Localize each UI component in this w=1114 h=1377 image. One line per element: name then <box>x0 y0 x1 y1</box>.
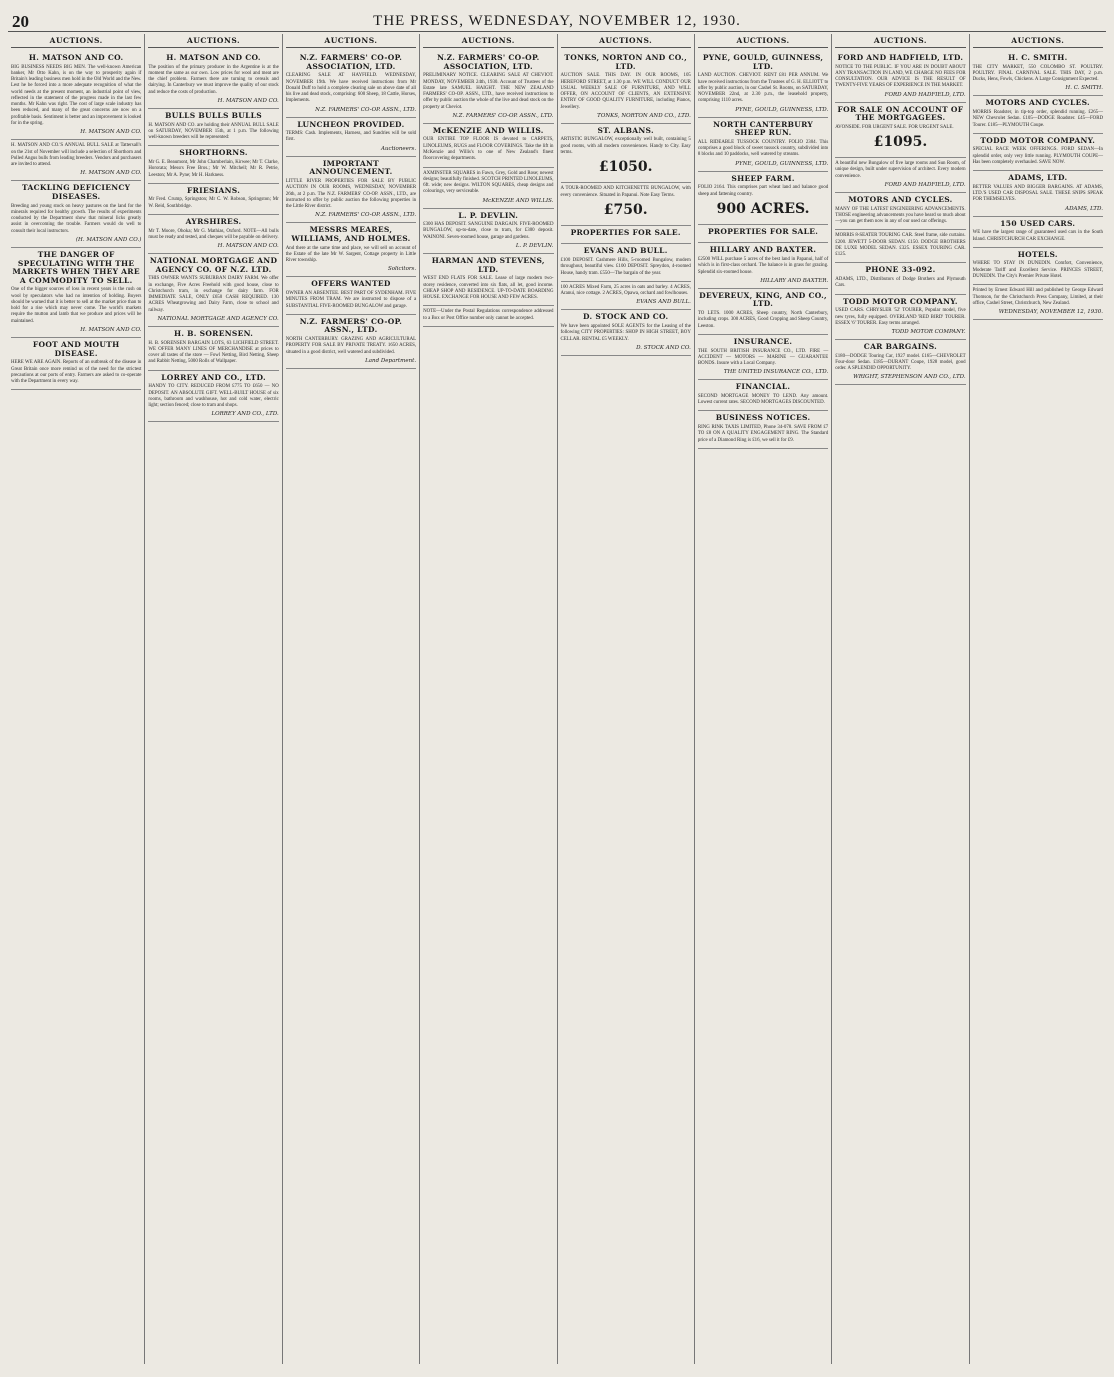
ad-body: WE have the largest range of guaranteed used cars in the South Island. CHRISTCHURCH CAR EXCHANGE. <box>972 230 1103 242</box>
ad-signature: TODD MOTOR COMPANY. <box>891 329 966 336</box>
advertisement <box>973 51 1103 96</box>
ad-body: Breeding and young stock on heavy pastures on the land for the minerals required for healthy growth. The results of experiments conducted by the Department show that mineral licks greatly assist in overcoming the trouble. Farmers would do well to consult their local instructors. <box>11 203 142 234</box>
ad-heading: OFFERS WANTED <box>311 279 391 289</box>
advertisement <box>11 338 141 390</box>
ad-signature: H. MATSON AND CO. <box>80 327 142 334</box>
ad-heading: FOR SALE ON ACCOUNT OF THE MORTGAGEES. <box>837 104 964 123</box>
ad-body: ARTISTIC BUNGALOW, exceptionally well built, containing 5 good rooms, with all modern conveniences. Handy to City. Easy terms. <box>560 137 691 155</box>
advertisement <box>835 340 965 385</box>
ad-body: Mr T. Moore, Ohoka; Mr G. Mathias, Oxford. NOTE—All bulls must be ready and tested, and cheques will be payable on delivery. <box>148 228 279 240</box>
ad-heading: PROPERTIES FOR SALE. <box>570 227 681 237</box>
column-5 <box>558 34 695 1364</box>
ad-body: £300 HAS DEPOSIT. SANGUINE DARGAIN. FIVE-ROOMED BUNGALOW, up-to-date, close to tram, for £300 deposit. WAINONI. Seven-roomed house, garage and gardens. <box>423 222 554 240</box>
ad-heading: NATIONAL MORTGAGE AND AGENCY CO. OF N.Z. LTD. <box>149 256 278 274</box>
ad-heading: MOTORS AND CYCLES. <box>848 195 953 204</box>
ad-heading: H. C. SMITH. <box>1008 53 1068 62</box>
ad-heading: INSURANCE. <box>733 336 793 346</box>
ad-heading: TODD MOTOR COMPANY. <box>980 135 1096 145</box>
advertisement <box>423 209 553 254</box>
ad-body: USED CARS. CHRYSLER '52' TOURER, Popular model, five new tyres, fully equipped. OVERLAND 'RED BIRD' TOURER. ESSEX '6' TOURER. Easy terms arranged. <box>835 308 966 326</box>
ad-heading: LUNCHEON PROVIDED. <box>297 119 405 129</box>
advertisement <box>148 184 278 215</box>
ad-body: AVONSIDE. FOR URGENT SALE. FOR URGENT SALE. <box>835 124 954 130</box>
ad-heading: SHORTHORNS. <box>179 148 248 158</box>
ad-signature: LORREY AND CO., LTD. <box>211 411 279 418</box>
ad-heading: HILLARY AND BAXTER. <box>709 245 817 255</box>
ad-heading: TACKLING DEFICIENCY DISEASES. <box>22 183 131 201</box>
ad-signature: D. STOCK AND CO. <box>636 344 691 351</box>
advertisement <box>698 172 828 225</box>
advertisement <box>835 158 965 193</box>
column-heading: AUCTIONS. <box>148 34 278 48</box>
column-heading: AUCTIONS. <box>286 34 416 48</box>
ad-signature: Auctioneers. <box>380 145 417 152</box>
ad-heading: ST. ALBANS. <box>597 125 654 135</box>
masthead <box>8 10 1106 32</box>
ad-heading: SHEEP FARM. <box>731 173 795 183</box>
advertisement <box>835 51 965 103</box>
ad-body: The position of the primary producer in the Argentine is at the moment the same as our own. Low prices for wool and meat are the chief problem. Farmers there are turning to cereals and dairying. In Canterbury we must improve the quality of our stock and reduce the costs of production. <box>148 64 279 95</box>
ad-heading: FOOT AND MOUTH DISEASE. <box>32 340 120 358</box>
ad-body: A beautiful new Bungalow of five large rooms and Sun Room, of unique design, built under supervision of architect. Every modern convenience. <box>835 161 966 179</box>
advertisement <box>148 327 278 371</box>
ad-signature: (H. MATSON AND CO.) <box>75 236 142 243</box>
advertisement <box>286 118 416 157</box>
ad-body: ADAMS, LTD., Distributors of Dodge Brothers and Plymouth Cars. <box>835 277 966 289</box>
ad-body: PRELIMINARY NOTICE. CLEARING SALE AT CHEVIOT. MONDAY, NOVEMBER 24th, 1930. Account of Trustees of the Estate late SAMUEL HAIGHT. THE NEW ZEALAND FARMERS' CO-OP. ASSN., LTD., have received instructions to offer by public auction the whole of the live and dead stock on the property at Cheviot. <box>423 73 554 110</box>
ad-signature: L. P. DEVLIN. <box>515 243 554 250</box>
ad-body: We have been appointed SOLE AGENTS for the Leasing of the following CITY PROPERTIES: SHOP IN HIGH STREET, BOY CELLAR. RENTAL £5 WEEKLY. <box>560 324 691 342</box>
ad-body: MANY OF THE LATEST ENGINEERING ADVANCEMENTS. THOSE engineering advancements you have heard so much about—you can get them now in any of our used car offerings. <box>835 206 966 225</box>
ad-body: AUCTION SALE. THIS DAY. IN OUR ROOMS, 105 HEREFORD STREET, at 1.30 p.m. WE WILL CONDUCT OUR USUAL WEEKLY SALE OF FURNITURE, AND WILL OFFER, ON ACCOUNT OF CLIENTS, AN EXTENSIVE ENTRY OF GOOD QUALITY FURNITURE, including Pianos, Jewellery. <box>560 73 691 110</box>
ad-price: £1095. <box>873 134 928 151</box>
ad-signature: N.Z. FARMERS' CO-OP. ASSN., LTD. <box>452 112 554 119</box>
ad-signature: N.Z. FARMERS' CO-OP. ASSN., LTD. <box>315 106 417 113</box>
ad-body: THE CITY MARKET, 550 COLOMBO ST. POULTRY. POULTRY. FINAL CARNIVAL SALE. THIS DAY, 2 p.m. Ducks, Hens, Fowls, Chickens. A Large Consignment Expected. <box>972 64 1103 83</box>
column-heading: AUCTIONS. <box>973 34 1103 48</box>
advertisement <box>423 254 553 306</box>
advertisement <box>973 217 1103 248</box>
advertisement <box>561 183 691 226</box>
ad-body: £2500 WILL purchase 5 acres of the best land in Papanui, half of which is in first-class orchard. The balance is in grass for grazing. Splendid six-roomed house. <box>697 257 829 275</box>
ad-signature: THE UNITED INSURANCE CO., LTD. <box>723 369 829 376</box>
advertisement <box>698 225 828 244</box>
ad-heading: EVANS AND BULL. <box>583 246 668 256</box>
column-heading: AUCTIONS. <box>698 34 828 48</box>
ad-heading: H. MATSON AND CO. <box>28 53 124 62</box>
advertisement <box>423 51 553 124</box>
ad-heading: PYNE, GOULD, GUINNESS, LTD. <box>702 53 824 71</box>
advertisement <box>423 168 553 209</box>
ad-heading: AYRSHIRES. <box>185 216 242 226</box>
ad-signature: ADAMS, LTD. <box>1065 205 1103 212</box>
ad-signature: McKENZIE AND WILLIS. <box>482 197 554 204</box>
ad-body: MORRIS Roadster, in tip-top order, splendid running. £265—NEW Chevrolet Sedan. £105—DODGE Roadster. £45—FORD Tourer. £185—PLYMOUTH Coupe. <box>972 110 1103 128</box>
advertisement <box>11 181 141 248</box>
ad-heading: THE DANGER OF SPECULATING WITH THE MARKETS WHEN THEY ARE A COMMODITY TO SELL. <box>12 249 140 285</box>
ad-signature: NATIONAL MORTGAGE AND AGENCY CO. <box>157 315 279 322</box>
advertisement <box>561 51 691 124</box>
advertisement <box>561 244 691 281</box>
ad-body: OWNER AN ABSENTEE. BEST PART OF SYDENHAM. FIVE MINUTES FROM TRAM. We are instructed to dispose of a SUBSTANTIAL FIVE-ROOMED BUNGALOW and garage. <box>285 290 417 309</box>
ad-heading: H. MATSON AND CO. <box>166 53 261 62</box>
ad-body: A TOUR-ROOMED AND KITCHENETTE BUNGALOW, with every convenience. Situated in Papanui. Note Easy Terms. <box>560 186 691 198</box>
advertisement <box>148 215 278 254</box>
ad-body: HANDY TO CITY. REDUCED FROM £775 TO £650 — NO DEPOSIT. AN ABSOLUTE GIFT. WELL-BUILT HOUSE of six rooms, bathroom and washhouse, hot and cold water, electric light; section fenced; close to tram and shops. <box>148 384 279 409</box>
column-1 <box>8 34 145 1364</box>
advertisement <box>561 124 691 183</box>
advertisement <box>835 103 965 159</box>
ad-body: THIS OWNER WANTS SUBURBAN DAIRY FARM. We offer in exchange, Five Acres Freehold with good house, close to Christchurch tram, in exchange for dairy farm. FOR IMMEDIATE SALE, ONLY £650 CASH REQUIRED. 130 ACRES Wheatgrowing and Dairy Farm, close to school and railway. <box>148 276 279 313</box>
ad-body: ALL RIDEABLE TUSSOCK COUNTRY. FOLIO 2304. This comprises a good block of sweet tussock country, subdivided into 8 blocks and 10 paddocks, well watered by streams. <box>697 139 829 158</box>
ad-signature: H. MATSON AND CO. <box>80 170 142 177</box>
ad-body: NOTICE TO THE PUBLIC. IF YOU ARE IN DOUBT ABOUT ANY TRANSACTION IN LAND, WE CHARGE NO FEES FOR CONSULTATION. OUR ADVICE IS THE RESULT OF TWENTY-FIVE YEARS OF EXPERIENCE IN THE MARKET. <box>835 64 966 89</box>
ad-signature: EVANS AND BULL. <box>636 299 691 306</box>
ad-body: H. MATSON AND CO. are holding their ANNUAL BULL SALE on SATURDAY, NOVEMBER 15th, at 1 p.m. The following well-known breeders will be represented: <box>148 122 279 141</box>
ad-body: WHERE TO STAY IN DUNEDIN. Comfort, Convenience, Moderate Tariff and Excellent Service. PRINCES STREET, DUNEDIN. The City's Premier Private Hotel. <box>972 261 1103 279</box>
ad-body: H. MATSON AND CO.'S ANNUAL BULL SALE at Tattersall's on the 21st of November will include a selection of Shorthorn and Polled Angus bulls from leading breeders. Vendors and purchasers are invited to attend. <box>11 143 142 168</box>
ad-heading: LORREY AND CO., LTD. <box>161 372 266 382</box>
column-4 <box>420 34 557 1364</box>
paper-title: THE PRESS, WEDNESDAY, NOVEMBER 12, 1930. <box>373 13 741 29</box>
column-heading: AUCTIONS. <box>561 34 691 48</box>
ad-body: SECOND MORTGAGE MONEY TO LEND. Any amount. Lowest current rates. SECOND MORTGAGES DISCOUNTED. <box>697 393 829 406</box>
ad-body: LAND AUCTION. CHEVIOT. RENT £81 PER ANNUM. We have received instructions from the Trustees of G. H. ELLIOTT to offer by public auction, in our Cashel St. Rooms, on SATURDAY, NOVEMBER 22nd, at 2.30 p.m., the leasehold property, comprising 1110 acres. <box>697 73 829 104</box>
advertisement <box>423 124 553 168</box>
ad-price: £1050. <box>598 159 653 176</box>
ad-signature: PYNE, GOULD, GUINNESS, LTD. <box>735 106 829 113</box>
ad-heading: HARMAN AND STEVENS, LTD. <box>431 256 545 274</box>
ad-heading: MOTORS AND CYCLES. <box>985 98 1090 108</box>
advertisement <box>973 248 1103 285</box>
advertisement <box>286 223 416 277</box>
ad-signature: FORD AND HADFIELD, LTD. <box>884 91 966 98</box>
advertisement <box>698 51 828 118</box>
advertisement <box>561 310 691 355</box>
columns <box>8 34 1106 1364</box>
ad-heading: TODD MOTOR COMPANY. <box>843 296 958 306</box>
ad-heading: HOTELS. <box>1017 249 1058 259</box>
advertisement <box>286 315 416 369</box>
ad-heading: FRIESIANS. <box>186 185 241 195</box>
ad-signature: Land Department. <box>365 357 417 364</box>
ad-heading: NORTH CANTERBURY SHEEP RUN. <box>713 119 814 138</box>
ad-heading: PHONE 33-092. <box>865 265 936 275</box>
ad-signature: TONKS, NORTON AND CO., LTD. <box>597 112 691 119</box>
ad-body: 100 ACRES Mixed Farm, 25 acres in oats and barley. 4 ACRES, Aranui, nice cottage. 2 ACRES, Opawa, orchard and fowlhouses. <box>560 284 691 297</box>
column-3 <box>283 34 420 1364</box>
ad-heading: IMPORTANT ANNOUNCEMENT. <box>309 158 393 177</box>
ad-signature: PYNE, GOULD, GUINNESS, LTD. <box>735 160 829 167</box>
ad-heading: L. P. DEVLIN. <box>458 210 519 220</box>
advertisement <box>11 248 141 338</box>
ad-signature: WEDNESDAY, NOVEMBER 12, 1930. <box>998 309 1103 316</box>
ad-body: NOTE—Under the Postal Regulations correspondence addressed to a Box or Post Office number only cannot be accepted. <box>423 309 554 321</box>
ad-body: AXMINSTER SQUARES in Fawn, Grey, Gold and Rose; newest designs; beautifully finished. SCOTCH PRINTED LINOLEUMS, 6ft. wide; new designs. WILTON SQUARES, cheap designs and colourings, very serviceable. <box>423 170 554 195</box>
advertisement <box>698 243 828 288</box>
ad-heading: H. B. SORENSEN. <box>173 328 254 338</box>
advertisement <box>698 380 828 411</box>
advertisement <box>973 171 1103 216</box>
ad-signature: FORD AND HADFIELD, LTD. <box>884 182 966 188</box>
ad-heading: ADAMS, LTD. <box>1008 173 1068 183</box>
ad-body: £100 DEPOSIT. Cashmere Hills, 5-roomed Bungalow, modern throughout, beautiful view. £100 DEPOSIT. Spreydon, 4-roomed House, handy tram. £550—The bargain of the year. <box>560 258 691 276</box>
column-heading: AUCTIONS. <box>11 34 141 48</box>
ad-body: LITTLE RIVER PROPERTIES FOR SALE BY PUBLIC AUCTION IN OUR ROOMS, WEDNESDAY, NOVEMBER 26th, at 2 p.m. The N.Z. FARMERS' CO-OP. ASSN., LTD., are instructed to offer by public auction the following properties in the Little River district. <box>285 178 417 210</box>
advertisement <box>148 109 278 146</box>
ad-signature: WRIGHT, STEPHENSON AND CO., LTD. <box>853 374 966 381</box>
ad-heading: CAR BARGAINS. <box>863 342 938 352</box>
ad-body: Printed by Ernest Edward Hill and published by George Edward Thomson, for the Christchurch Press Company, Limited, at their office, Cashel Street, Christchurch, New Zealand. <box>972 288 1103 306</box>
ad-signature: N.Z. FARMERS' CO-OP. ASSN., LTD. <box>315 212 417 219</box>
advertisement <box>423 306 553 327</box>
advertisement <box>698 289 828 335</box>
advertisement <box>11 51 141 140</box>
column-6 <box>695 34 832 1364</box>
ad-body: SPECIAL RACE WEEK OFFERINGS. FORD SEDAN—In splendid order, only very little running. PLYMOUTH COUPE—Has been completely overhauled. SAVE NOW. <box>972 147 1103 165</box>
ad-heading: TONKS, NORTON AND CO., LTD. <box>564 53 687 71</box>
ad-signature: Solicitors. <box>387 266 417 273</box>
ad-heading: N.Z. FARMERS' CO-OP. ASSN., LTD. <box>299 316 403 335</box>
advertisement <box>148 371 278 423</box>
ad-body: NORTH CANTERBURY. GRAZING AND AGRICULTURAL PROPERTY FOR SALE BY PRIVATE TREATY. 1650 ACRES, situated in a good district, well watered and subdivided. <box>285 337 417 355</box>
ad-body: MORRIS 8-SEATER TOURING CAR. Steel frame, side curtains. £200. JEWETT 5-DOOR SEDAN. £150. DODGE BROTHERS DE LUXE MODEL SEDAN. £325. ESSEX TOURING CAR. £125. <box>835 233 966 258</box>
advertisement <box>286 277 416 314</box>
ad-signature: H. MATSON AND CO. <box>80 129 142 136</box>
advertisement <box>561 226 691 245</box>
advertisement <box>835 295 965 340</box>
ad-body: HERE WE ARE AGAIN. Reports of an outbreak of the disease in Great Britain once more remind us of the need for the strictest precautions at our ports of entry. Farmers are asked to co-operate with the Department in every way. <box>11 360 142 385</box>
ad-price: 900 ACRES. <box>716 200 810 217</box>
ad-body: TERMS: Cash. Implements, Harness, and Sundries will be sold first. <box>285 131 417 143</box>
advertisement <box>835 263 965 294</box>
column-heading: AUCTIONS. <box>835 34 965 48</box>
advertisement <box>561 282 691 311</box>
ad-heading: MESSRS MEARES, WILLIAMS, AND HOLMES. <box>291 225 411 243</box>
ad-price: £750. <box>603 201 648 218</box>
page-number: 20 <box>12 12 29 31</box>
ad-signature: H. MATSON AND CO. <box>217 97 279 104</box>
advertisement <box>286 157 416 224</box>
ad-body: Mr G. E. Beaumont, Mr John Chamberlain, Kirwee; Mr T. Clarke, Hororata; Messrs Free Bros.; Mr W. Mitchell; Mr R. Petrie, Leeston; Mr A. Pyne; Mr H. Harkness. <box>148 160 279 178</box>
ad-body: One of the bigger sources of loss in recent years is the rush on wool by speculators who had no intention of holding. Buyers should be warned that it is better to sell at the market price than to hold for a rise which may never come. The world's markets require the mutton and lamb that we produce and prices will be maintained. <box>11 287 142 324</box>
ad-heading: PROPERTIES FOR SALE. <box>707 226 819 236</box>
advertisement <box>148 146 278 183</box>
ad-body: BIG BUSINESS NEEDS BIG MEN. The well-known American banker, Mr Otto Kahn, is on the way to prosperity again if Britain's leading business men hold in the Old World and the New. Lest he be forced into a more adequate recognition of what the world needs at the present moment, an industrial point of view, reflected in the statement of the progress made in the last few months. Mr Kahn was right. The cost of large scale industry has been reduced, and many of the great concerns are now on a profitable basis. Sentiment is better and an improvement is looked for in the spring. <box>11 64 142 127</box>
ad-body: BETTER VALUES AND BIGGER BARGAINS. AT ADAMS, LTD.'S USED CAR DISPOSAL SALE. THESE SNIPS SPEAK FOR THEMSELVES. <box>972 184 1103 203</box>
advertisement <box>973 285 1103 320</box>
ad-body: Mr Fred. Crump, Springston; Mr C. W. Robson, Springston; Mr W. Reid, Southbridge. <box>148 197 279 209</box>
ad-signature: H. MATSON AND CO. <box>217 243 279 250</box>
advertisement <box>11 140 141 181</box>
column-8 <box>970 34 1106 1364</box>
ad-heading: McKENZIE AND WILLIS. <box>432 125 544 135</box>
ad-heading: BULLS BULLS BULLS <box>165 110 262 120</box>
ad-heading: FINANCIAL. <box>735 382 791 392</box>
advertisement <box>698 335 828 380</box>
ad-body: £180—DODGE Touring Car, 1927 model. £165—CHEVROLET Four-door Sedan. £185—DURANT Coupe, 1928 model, good order. A SPLENDID OPPORTUNITY. <box>835 353 966 372</box>
advertisement <box>973 96 1103 133</box>
ad-heading: 150 USED CARS. <box>1000 218 1076 228</box>
ad-body: H. B. SORENSEN BARGAIN LOTS, 63 LICHFIELD STREET. WE OFFER MANY LINES OF MERCHANDISE at prices to cover all tastes of the store — Fowl Netting, Bird Netting, Sheep and Rabbit Netting, 5000 Rolls of Wallpaper. <box>148 340 279 365</box>
ad-signature: H. C. SMITH. <box>1065 85 1103 92</box>
ad-body: THE SOUTH BRITISH INSURANCE CO., LTD. FIRE — ACCIDENT — MOTORS — MARINE — GUARANTEE BONDS. Insure with a Local Company. <box>697 348 829 367</box>
ad-heading: N.Z. FARMERS' CO-OP. ASSOCIATION, LTD. <box>437 53 540 71</box>
advertisement <box>698 411 828 448</box>
ad-body: And there at the same time and place, we will sell on account of the Estate of the late Mr W. Sargent, Cottage property in Little River township. <box>285 245 417 264</box>
advertisement <box>973 134 1103 171</box>
ad-heading: DEVEREUX, KING, AND CO., LTD. <box>699 290 827 309</box>
ad-body: CLEARING SALE AT HAYFIELD. WEDNESDAY, NOVEMBER 19th. We have received instructions from Mr Donald Duff to hold a complete clearing sale on above date of all his live and dead stock, comprising: 600 Sheep, 18 Cattle, Horses, Implements. <box>285 73 417 104</box>
advertisement <box>286 51 416 118</box>
advertisement <box>148 51 278 109</box>
ad-body: WEST END FLATS FOR SALE. Lease of large modern two-storey residence, converted into six flats, all let, good income. CHEAP SHOP AND RESIDENCE. UP-TO-DATE BOARDING HOUSE. EXCHANGE FOR HOUSE AND FEW ACRES. <box>423 276 554 301</box>
ad-heading: BUSINESS NOTICES. <box>715 413 811 423</box>
ad-body: OUR ENTIRE TOP FLOOR IS devoted to CARPETS, LINOLEUMS, RUGS and FLOOR COVERINGS. Take the lift in McKenzie and Willis's to one of New Zealand's finest floorcovering departments. <box>423 137 554 162</box>
advertisement <box>698 118 828 172</box>
ad-heading: D. STOCK AND CO. <box>583 312 669 322</box>
ad-body: TO LETS. 1000 ACRES, Sheep country, North Canterbury, including crops. 300 ACRES, Good Cropping and Sheep Country, Leeston. <box>697 311 829 329</box>
ad-signature: HILLARY AND BAXTER. <box>760 277 829 284</box>
ad-heading: FORD AND HADFIELD, LTD. <box>837 53 964 62</box>
advertisement <box>835 193 965 230</box>
advertisement <box>835 230 965 263</box>
ad-heading: N.Z. FARMERS' CO-OP. ASSOCIATION, LTD. <box>299 53 403 71</box>
ad-body: RING RINK TAXIS LIMITED, Phone 34-078. SAVE FROM £7 TO £8 ON A QUALITY ENGAGEMENT RING. The Standard price of a Diamond Ring is £16, we sell it for £9. <box>697 425 829 443</box>
column-heading: AUCTIONS. <box>423 34 553 48</box>
advertisement <box>148 254 278 327</box>
column-2 <box>145 34 282 1364</box>
column-7 <box>832 34 969 1364</box>
ad-body: FOLIO 2164. This comprises part wheat land and balance good sheep and fattening country. <box>697 185 829 197</box>
